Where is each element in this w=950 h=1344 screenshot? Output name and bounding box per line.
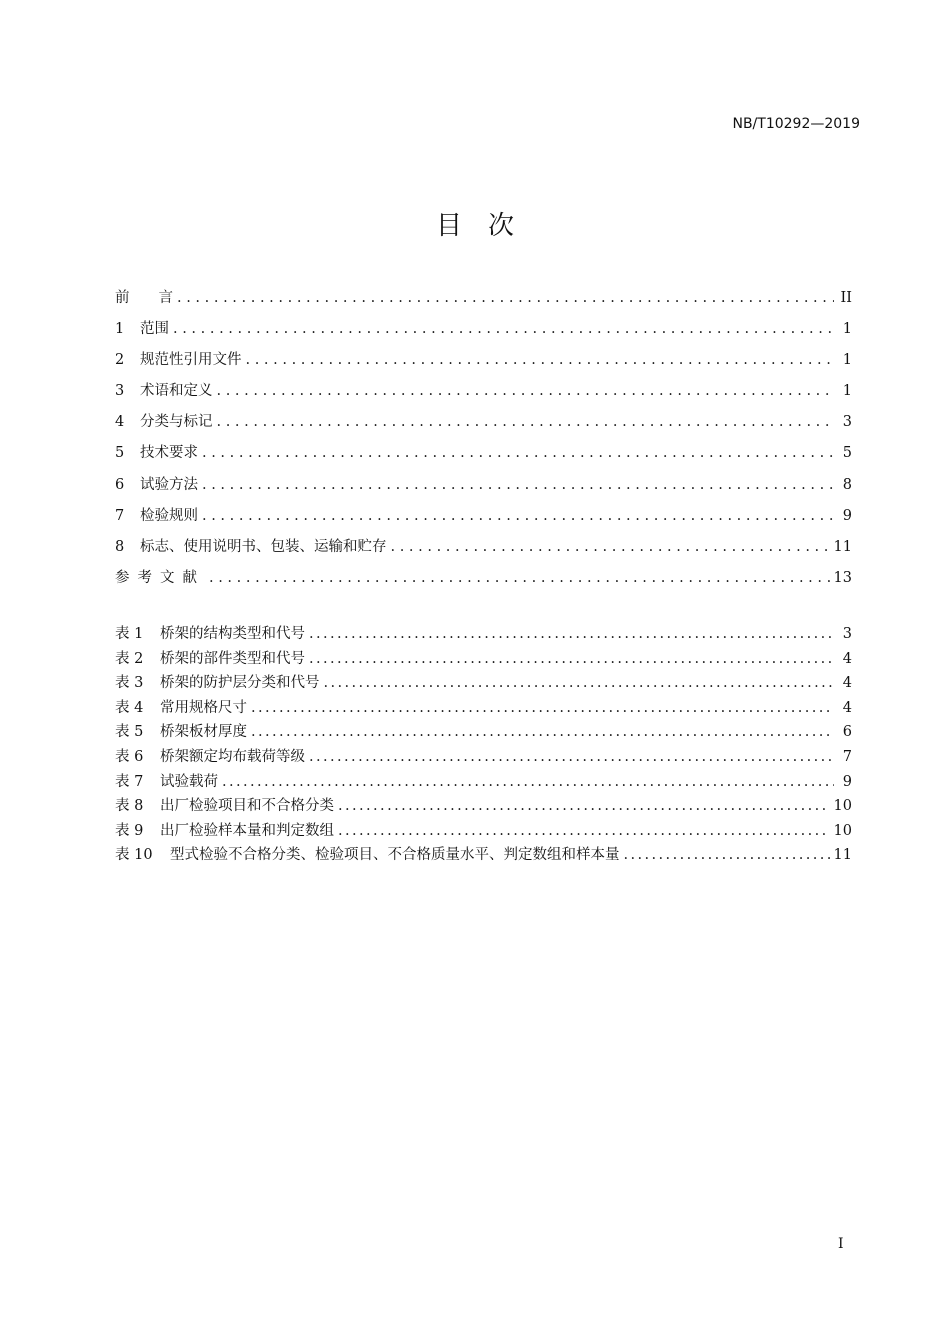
table-page: 10 [833, 798, 852, 815]
dot-leader [217, 411, 835, 433]
table-entry[interactable] [115, 771, 852, 796]
entry-label: 术语和定义 [140, 383, 213, 400]
dot-leader [309, 648, 834, 670]
entry-page: 13 [833, 569, 852, 586]
table-number: 表 10 [115, 847, 153, 864]
page-number: I [838, 1236, 844, 1252]
table-number: 表 4 [115, 699, 144, 716]
dot-leader [251, 697, 834, 719]
entry-page: 8 [842, 476, 852, 493]
table-label: 常用规格尺寸 [160, 699, 247, 716]
table-label: 桥架额定均布载荷等级 [160, 748, 305, 765]
table-page: 3 [842, 626, 852, 642]
table-label: 桥架的部件类型和代号 [160, 650, 305, 667]
toc-entry-references[interactable] [115, 567, 852, 598]
table-label: 试验载荷 [160, 773, 218, 790]
entry-label: 参考文献 [115, 569, 205, 586]
entry-label: 试验方法 [140, 476, 198, 493]
dot-leader [246, 349, 835, 371]
toc-entry[interactable] [115, 411, 852, 442]
dot-leader [202, 474, 834, 496]
toc-entry[interactable] [115, 474, 852, 505]
table-entry[interactable] [115, 795, 852, 820]
table-number: 表 5 [115, 724, 144, 741]
page-title: 目次 [435, 211, 540, 241]
entry-number: 6 [115, 476, 125, 493]
entry-page: 3 [842, 414, 852, 431]
dot-leader [338, 795, 830, 817]
table-number: 表 1 [115, 626, 144, 642]
toc-entry[interactable] [115, 318, 852, 349]
dot-leader [209, 567, 830, 589]
table-entry[interactable] [115, 746, 852, 771]
entry-page: 1 [842, 352, 852, 369]
table-label: 出厂检验项目和不合格分类 [160, 798, 334, 815]
table-page: 4 [842, 650, 852, 667]
table-label: 型式检验不合格分类、检验项目、不合格质量水平、判定数组和样本量 [170, 847, 620, 864]
dot-leader [309, 746, 834, 768]
table-label: 出厂检验样本量和判定数组 [160, 822, 334, 839]
entry-number: 5 [115, 445, 125, 462]
dot-leader [324, 672, 835, 694]
entry-page: 1 [842, 383, 852, 400]
dot-leader [177, 287, 834, 309]
entry-page: 11 [833, 538, 852, 555]
table-number: 表 3 [115, 675, 144, 692]
entry-number: 1 [115, 321, 125, 338]
table-number: 表 7 [115, 773, 144, 790]
table-number: 表 9 [115, 822, 144, 839]
table-number: 表 6 [115, 748, 144, 765]
table-number: 表 8 [115, 798, 144, 815]
table-entry[interactable] [115, 623, 852, 648]
table-entry[interactable] [115, 672, 852, 697]
toc-entry[interactable] [115, 505, 852, 536]
dot-leader [222, 771, 834, 793]
entry-number: 8 [115, 538, 125, 555]
toc-entry[interactable] [115, 380, 852, 411]
table-page: 10 [833, 822, 852, 839]
table-page: 9 [842, 773, 852, 790]
entry-label: 规范性引用文件 [140, 352, 242, 369]
entry-number: 2 [115, 352, 125, 369]
toc-entry[interactable] [115, 442, 852, 473]
table-label: 桥架板材厚度 [160, 724, 247, 741]
entry-page: 9 [842, 507, 852, 524]
toc-sections [115, 287, 852, 598]
dot-leader [217, 380, 835, 402]
table-entry[interactable] [115, 648, 852, 673]
dot-leader [202, 505, 834, 527]
table-entry[interactable] [115, 697, 852, 722]
standard-number: NB/T10292—2019 [732, 116, 860, 132]
entry-label: 分类与标记 [140, 414, 213, 431]
entry-label: 范围 [140, 321, 169, 338]
entry-number: 4 [115, 414, 125, 431]
table-page: 6 [842, 724, 852, 741]
toc-tables [115, 623, 852, 869]
entry-page: 1 [842, 321, 852, 338]
table-entry[interactable] [115, 721, 852, 746]
dot-leader [391, 536, 830, 558]
entry-page: 5 [842, 445, 852, 462]
dot-leader [338, 820, 830, 842]
table-page: 11 [833, 847, 852, 864]
toc-entry[interactable] [115, 349, 852, 380]
entry-label: 检验规则 [140, 507, 198, 524]
table-label: 桥架的防护层分类和代号 [160, 675, 320, 692]
toc-entry-foreword[interactable] [115, 287, 852, 318]
dot-leader [202, 442, 834, 464]
entry-number: 7 [115, 507, 125, 524]
table-page: 4 [842, 675, 852, 692]
dot-leader [624, 844, 830, 866]
table-entry[interactable] [115, 820, 852, 845]
entry-label: 技术要求 [140, 445, 198, 462]
dot-leader [251, 721, 834, 743]
table-number: 表 2 [115, 650, 144, 667]
toc-entry[interactable] [115, 536, 852, 567]
dot-leader [173, 318, 834, 340]
entry-label: 标志、使用说明书、包装、运输和贮存 [140, 538, 387, 555]
entry-page: II [840, 290, 852, 306]
table-page: 4 [842, 699, 852, 716]
table-label: 桥架的结构类型和代号 [160, 626, 305, 642]
table-page: 7 [842, 748, 852, 765]
table-entry[interactable] [115, 844, 852, 869]
dot-leader [309, 623, 834, 645]
entry-number: 3 [115, 383, 125, 400]
entry-label: 前 言 [115, 290, 173, 306]
